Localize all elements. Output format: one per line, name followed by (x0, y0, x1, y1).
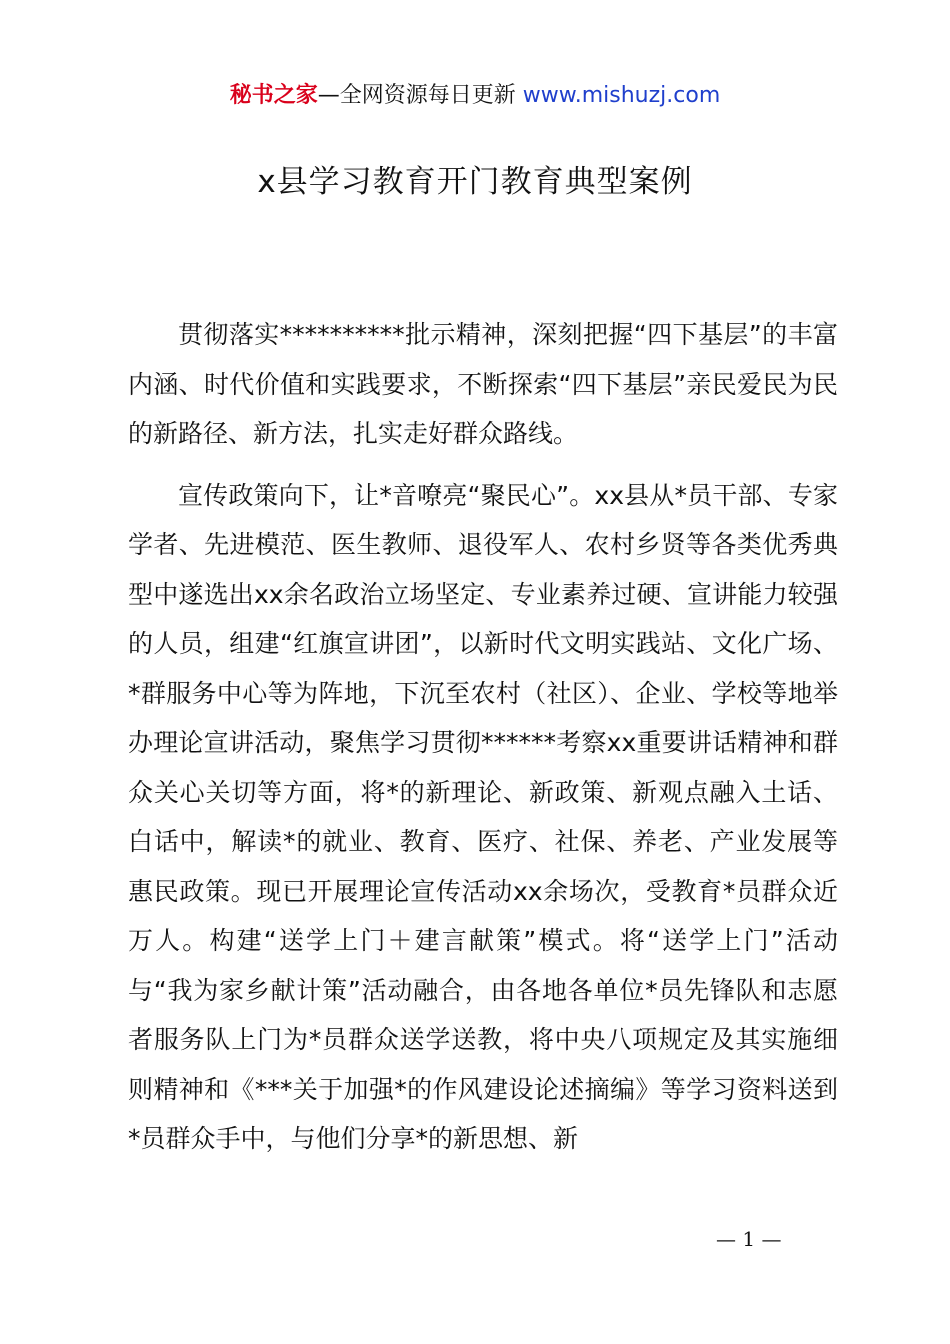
header-tagline: —全网资源每日更新 (317, 83, 523, 108)
document-title: x县学习教育开门教育典型案例 (257, 164, 693, 200)
site-header (0, 80, 950, 112)
page-number: — 1 — (716, 1227, 782, 1251)
brand-name: 秘书之家 (229, 83, 318, 108)
site-url-link[interactable]: www.mishuzj.com (522, 83, 721, 108)
paragraph-intro: 贯彻落实**********批示精神，深刻把握“四下基层”的丰富内涵、时代价值和实践要求，不断探索“四下基层”亲民爱民为民的新路径、新方法，扎实走好群众路线。 (128, 320, 838, 448)
document-body (128, 310, 838, 1176)
paragraph-policy: 宣传政策向下，让*音嘹亮“聚民心”。xx县从*员干部、专家学者、先进模范、医生教师、退役军人、农村乡贤等各类优秀典型中遂选出xx余名政治立场坚定、专业素养过硬、宣讲能力较强的人员，组建“红旗宣讲团”，以新时代文明实践站、文化广场、*群服务中心等为阵地，下沉至农村（社区）、企业、学校等地举办理论宣讲活动，聚焦学习贯彻******考察xx重要讲话精神和群众关心关切等方面，将*的新理论、新政策、新观点融入土话、白话中，解读*的就业、教育、医疗、社保、养老、产业发展等惠民政策。现已开展理论宣传活动xx余场次，受教育*员群众近万人。构建“送学上门＋建言献策”模式。将“送学上门”活动与“我为家乡献计策”活动融合，由各地各单位*员先锋队和志愿者服务队上门为*员群众送学送教，将中央八项规定及其实施细则精神和《***关于加强*的作风建设论述摘编》等学习资料送到*员群众手中，与他们分享*的新思想、新 (128, 480, 838, 1153)
